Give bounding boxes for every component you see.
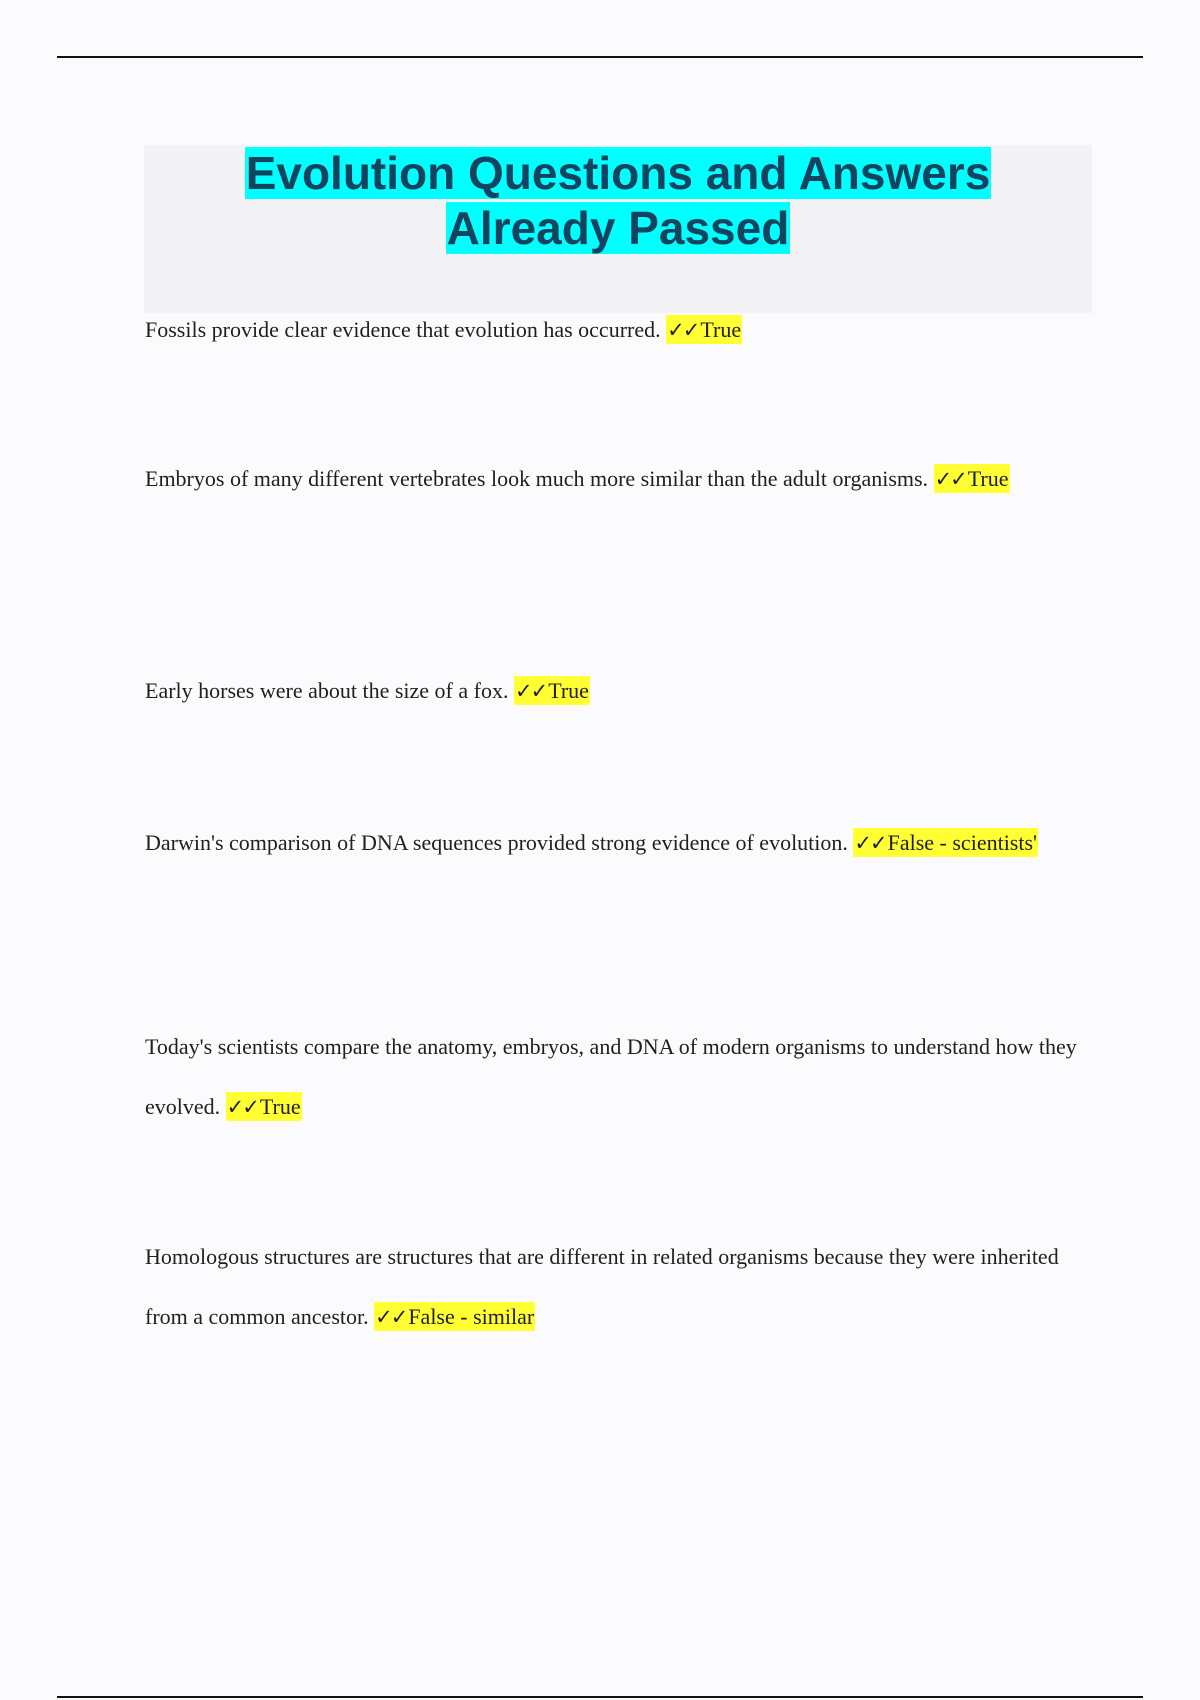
check-icon: ✓✓ (226, 1095, 258, 1119)
top-rule (57, 56, 1143, 58)
page-title-line-1: Evolution Questions and Answers (245, 147, 991, 199)
check-icon: ✓✓ (514, 679, 547, 703)
answer-highlight (226, 1092, 302, 1121)
check-icon: ✓✓ (375, 1305, 407, 1329)
answer-highlight (374, 1302, 535, 1331)
qa-item-4 (145, 813, 1095, 873)
check-icon: ✓✓ (934, 467, 966, 491)
check-icon: ✓✓ (854, 831, 886, 855)
answer-text: True (700, 317, 742, 342)
qa-item-6 (145, 1227, 1095, 1347)
qa-item-3 (145, 661, 1095, 721)
question-text: Today's scientists compare the anatomy, embryos, and DNA of modern organisms to understand how they evolved. (145, 1034, 1077, 1119)
question-text: Embryos of many different vertebrates look much more similar than the adult organisms. (145, 466, 929, 491)
answer-text: False - similar (408, 1304, 535, 1329)
question-text: Homologous structures are structures that are different in related organisms because they were inherited from a common ancestor. (145, 1244, 1059, 1329)
page-title-line-2: Already Passed (446, 202, 790, 254)
answer-text: True (259, 1094, 301, 1119)
answer-highlight (666, 315, 742, 344)
check-icon: ✓✓ (667, 318, 699, 342)
question-text: Fossils provide clear evidence that evolution has occurred. (145, 317, 661, 342)
answer-highlight (934, 464, 1010, 493)
answer-highlight (514, 676, 590, 705)
question-text: Early horses were about the size of a fox. (145, 678, 509, 703)
answer-text: True (967, 466, 1009, 491)
bottom-rule (57, 1696, 1143, 1698)
qa-item-2 (145, 449, 1095, 509)
answer-text: True (548, 678, 589, 703)
answer-highlight (853, 828, 1038, 857)
answer-text: False - scientists' (887, 830, 1038, 855)
qa-item-5 (145, 1017, 1095, 1137)
title-banner (144, 145, 1092, 313)
question-text: Darwin's comparison of DNA sequences provided strong evidence of evolution. (145, 830, 848, 855)
qa-item-1 (145, 300, 1095, 360)
